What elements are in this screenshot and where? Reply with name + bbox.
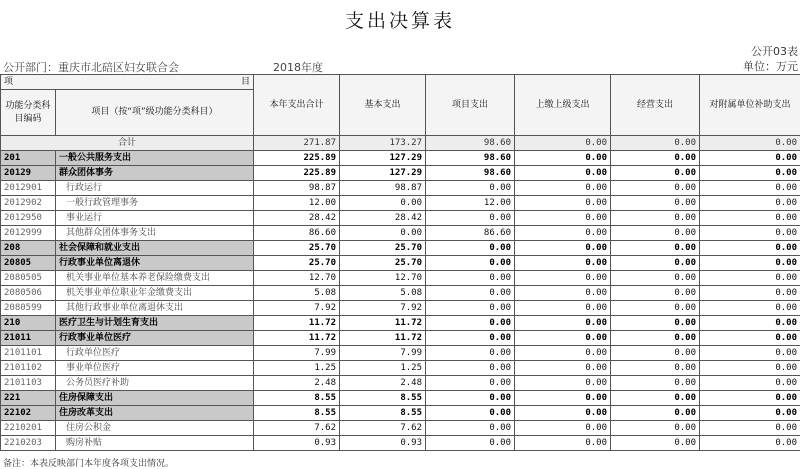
row-value: 0.00 (700, 376, 800, 391)
row-value: 0.00 (426, 421, 515, 436)
row-value: 0.00 (515, 436, 611, 451)
row-value: 12.00 (426, 196, 515, 211)
row-value: 11.72 (340, 316, 426, 331)
row-code: 2080505 (1, 271, 56, 286)
row-code: 20129 (1, 166, 56, 181)
row-value: 0.00 (515, 226, 611, 241)
table-row (1, 406, 800, 421)
row-value: 0.00 (700, 181, 800, 196)
row-value: 0.00 (700, 436, 800, 451)
row-value: 0.00 (700, 406, 800, 421)
row-value: 127.29 (340, 166, 426, 181)
row-value: 0.00 (515, 391, 611, 406)
row-value: 0.00 (426, 211, 515, 226)
row-code: 20805 (1, 256, 56, 271)
row-value: 0.00 (340, 226, 426, 241)
row-value: 225.89 (254, 166, 340, 181)
row-value: 0.00 (426, 346, 515, 361)
table-row (1, 181, 800, 196)
row-value: 0.00 (700, 316, 800, 331)
row-value: 0.00 (700, 166, 800, 181)
table-row (1, 211, 800, 226)
row-value: 0.00 (700, 331, 800, 346)
total-cell: 271.87 (254, 136, 340, 151)
item-header-right: 目 (240, 76, 250, 87)
form-code: 公开03表 (751, 45, 798, 58)
table-row (1, 226, 800, 241)
row-value: 28.42 (254, 211, 340, 226)
row-value: 0.00 (426, 331, 515, 346)
row-value: 1.25 (340, 361, 426, 376)
table-row (1, 361, 800, 376)
row-value: 7.99 (340, 346, 426, 361)
row-code: 21011 (1, 331, 56, 346)
row-value: 11.72 (254, 331, 340, 346)
row-value: 0.00 (515, 241, 611, 256)
row-value: 98.87 (254, 181, 340, 196)
row-value: 127.29 (340, 151, 426, 166)
row-value: 0.00 (426, 271, 515, 286)
column-header: 项目支出 (426, 75, 515, 136)
row-code: 2101102 (1, 361, 56, 376)
row-value: 0.00 (515, 316, 611, 331)
row-value: 0.00 (611, 301, 700, 316)
column-header: 本年支出合计 (254, 75, 340, 136)
row-name: 群众团体事务 (56, 166, 254, 181)
row-code: 2080506 (1, 286, 56, 301)
row-value: 12.70 (254, 271, 340, 286)
row-value: 7.99 (254, 346, 340, 361)
row-value: 2.48 (340, 376, 426, 391)
row-name: 事业运行 (56, 211, 254, 226)
column-header: 经营支出 (611, 75, 700, 136)
item-header-left: 项 (4, 76, 14, 87)
total-row (1, 136, 800, 151)
total-cell: 0.00 (611, 136, 700, 151)
total-label: 合计 (1, 136, 254, 151)
table-row (1, 166, 800, 181)
row-name: 机关事业单位基本养老保险缴费支出 (56, 271, 254, 286)
row-value: 0.00 (515, 151, 611, 166)
row-value: 0.00 (515, 211, 611, 226)
row-value: 0.00 (611, 196, 700, 211)
row-code: 2210201 (1, 421, 56, 436)
row-name: 住房改革支出 (56, 406, 254, 421)
department-label: 公开部门：重庆市北碚区妇女联合会 (3, 61, 179, 74)
row-value: 0.00 (515, 271, 611, 286)
row-value: 0.00 (515, 301, 611, 316)
year-label: 2018年度 (273, 61, 323, 74)
table-row (1, 421, 800, 436)
row-code: 22102 (1, 406, 56, 421)
row-name: 住房公积金 (56, 421, 254, 436)
row-value: 0.00 (611, 376, 700, 391)
row-value: 11.72 (340, 331, 426, 346)
row-value: 0.00 (515, 256, 611, 271)
row-name: 购房补贴 (56, 436, 254, 451)
row-name: 医疗卫生与计划生育支出 (56, 316, 254, 331)
row-value: 0.00 (426, 316, 515, 331)
row-name: 行政事业单位医疗 (56, 331, 254, 346)
row-value: 0.00 (611, 421, 700, 436)
row-value: 0.00 (700, 196, 800, 211)
row-value: 0.00 (611, 391, 700, 406)
table-row (1, 196, 800, 211)
table-row (1, 376, 800, 391)
table-row (1, 346, 800, 361)
row-value: 0.00 (515, 166, 611, 181)
row-value: 98.87 (340, 181, 426, 196)
total-cell: 173.27 (340, 136, 426, 151)
table-row (1, 256, 800, 271)
name-column-header: 项目（按“项”级功能分类科目） (56, 90, 254, 136)
row-value: 0.00 (611, 316, 700, 331)
row-value: 86.60 (254, 226, 340, 241)
row-value: 5.08 (340, 286, 426, 301)
row-value: 12.70 (340, 271, 426, 286)
table-row (1, 271, 800, 286)
table-row (1, 301, 800, 316)
total-cell: 0.00 (700, 136, 800, 151)
table-row (1, 241, 800, 256)
row-name: 公务员医疗补助 (56, 376, 254, 391)
row-value: 0.00 (515, 286, 611, 301)
row-value: 28.42 (340, 211, 426, 226)
row-value: 7.92 (340, 301, 426, 316)
table-row (1, 286, 800, 301)
row-code: 2012950 (1, 211, 56, 226)
row-name: 其他行政事业单位离退休支出 (56, 301, 254, 316)
code-column-header: 功能分类科目编码 (1, 90, 56, 136)
row-value: 8.55 (254, 406, 340, 421)
row-value: 0.00 (700, 286, 800, 301)
row-value: 0.00 (426, 376, 515, 391)
expenditure-table (0, 74, 800, 451)
row-value: 0.00 (611, 151, 700, 166)
row-value: 0.00 (700, 256, 800, 271)
row-name: 一般行政管理事务 (56, 196, 254, 211)
row-name: 行政事业单位离退休 (56, 256, 254, 271)
row-value: 0.00 (611, 256, 700, 271)
row-value: 7.62 (254, 421, 340, 436)
item-header (1, 75, 254, 90)
row-value: 0.00 (700, 211, 800, 226)
row-value: 7.92 (254, 301, 340, 316)
row-code: 2012902 (1, 196, 56, 211)
table-row (1, 436, 800, 451)
row-code: 208 (1, 241, 56, 256)
row-value: 0.00 (611, 181, 700, 196)
row-value: 0.00 (515, 331, 611, 346)
row-value: 0.00 (515, 361, 611, 376)
row-code: 2012901 (1, 181, 56, 196)
row-value: 0.00 (426, 361, 515, 376)
row-value: 0.00 (611, 331, 700, 346)
row-value: 0.00 (340, 196, 426, 211)
row-value: 0.00 (515, 376, 611, 391)
row-value: 25.70 (340, 256, 426, 271)
row-value: 1.25 (254, 361, 340, 376)
row-value: 8.55 (254, 391, 340, 406)
row-value: 0.00 (611, 211, 700, 226)
total-cell: 98.60 (426, 136, 515, 151)
table-row (1, 391, 800, 406)
row-value: 0.00 (426, 406, 515, 421)
row-code: 2101103 (1, 376, 56, 391)
row-value: 0.00 (700, 346, 800, 361)
row-value: 0.93 (340, 436, 426, 451)
row-name: 社会保障和就业支出 (56, 241, 254, 256)
row-code: 2012999 (1, 226, 56, 241)
row-value: 0.00 (426, 436, 515, 451)
row-value: 0.00 (515, 406, 611, 421)
row-value: 0.00 (611, 271, 700, 286)
row-value: 0.00 (700, 271, 800, 286)
row-code: 201 (1, 151, 56, 166)
row-value: 0.00 (700, 226, 800, 241)
row-value: 0.00 (515, 181, 611, 196)
row-value: 12.00 (254, 196, 340, 211)
row-value: 7.62 (340, 421, 426, 436)
row-code: 2101101 (1, 346, 56, 361)
row-value: 0.00 (426, 301, 515, 316)
row-code: 210 (1, 316, 56, 331)
row-value: 0.00 (700, 241, 800, 256)
row-value: 0.00 (515, 196, 611, 211)
row-value: 0.00 (515, 421, 611, 436)
row-value: 86.60 (426, 226, 515, 241)
row-name: 一般公共服务支出 (56, 151, 254, 166)
row-value: 0.00 (700, 151, 800, 166)
row-value: 0.00 (611, 436, 700, 451)
row-value: 0.00 (426, 286, 515, 301)
table-row (1, 151, 800, 166)
row-name: 行政运行 (56, 181, 254, 196)
row-value: 0.00 (426, 181, 515, 196)
row-value: 0.00 (426, 241, 515, 256)
row-value: 0.00 (700, 391, 800, 406)
row-value: 0.00 (611, 406, 700, 421)
column-header: 对附属单位补助支出 (700, 75, 800, 136)
table-row (1, 316, 800, 331)
row-value: 0.00 (611, 166, 700, 181)
row-name: 机关事业单位职业年金缴费支出 (56, 286, 254, 301)
row-value: 5.08 (254, 286, 340, 301)
row-value: 0.00 (611, 226, 700, 241)
row-value: 8.55 (340, 391, 426, 406)
row-value: 0.00 (700, 421, 800, 436)
row-value: 25.70 (340, 241, 426, 256)
row-code: 2080599 (1, 301, 56, 316)
row-value: 25.70 (254, 241, 340, 256)
row-value: 0.00 (611, 241, 700, 256)
row-code: 2210203 (1, 436, 56, 451)
table-row (1, 331, 800, 346)
row-value: 0.00 (426, 256, 515, 271)
row-name: 住房保障支出 (56, 391, 254, 406)
row-value: 11.72 (254, 316, 340, 331)
footnote: 备注：本表反映部门本年度各项支出情况。 (3, 459, 175, 469)
row-value: 0.93 (254, 436, 340, 451)
unit-label: 单位：万元 (743, 60, 798, 73)
row-value: 225.89 (254, 151, 340, 166)
row-name: 其他群众团体事务支出 (56, 226, 254, 241)
row-value: 8.55 (340, 406, 426, 421)
row-value: 0.00 (700, 361, 800, 376)
row-value: 0.00 (515, 346, 611, 361)
total-cell: 0.00 (515, 136, 611, 151)
row-code: 221 (1, 391, 56, 406)
row-value: 2.48 (254, 376, 340, 391)
page-title: 支出决算表 (344, 10, 455, 32)
row-value: 25.70 (254, 256, 340, 271)
column-header: 上缴上级支出 (515, 75, 611, 136)
row-value: 0.00 (611, 361, 700, 376)
column-header: 基本支出 (340, 75, 426, 136)
row-value: 0.00 (611, 286, 700, 301)
row-name: 事业单位医疗 (56, 361, 254, 376)
row-name: 行政单位医疗 (56, 346, 254, 361)
row-value: 0.00 (611, 346, 700, 361)
row-value: 98.60 (426, 166, 515, 181)
row-value: 0.00 (700, 301, 800, 316)
row-value: 0.00 (426, 391, 515, 406)
row-value: 98.60 (426, 151, 515, 166)
